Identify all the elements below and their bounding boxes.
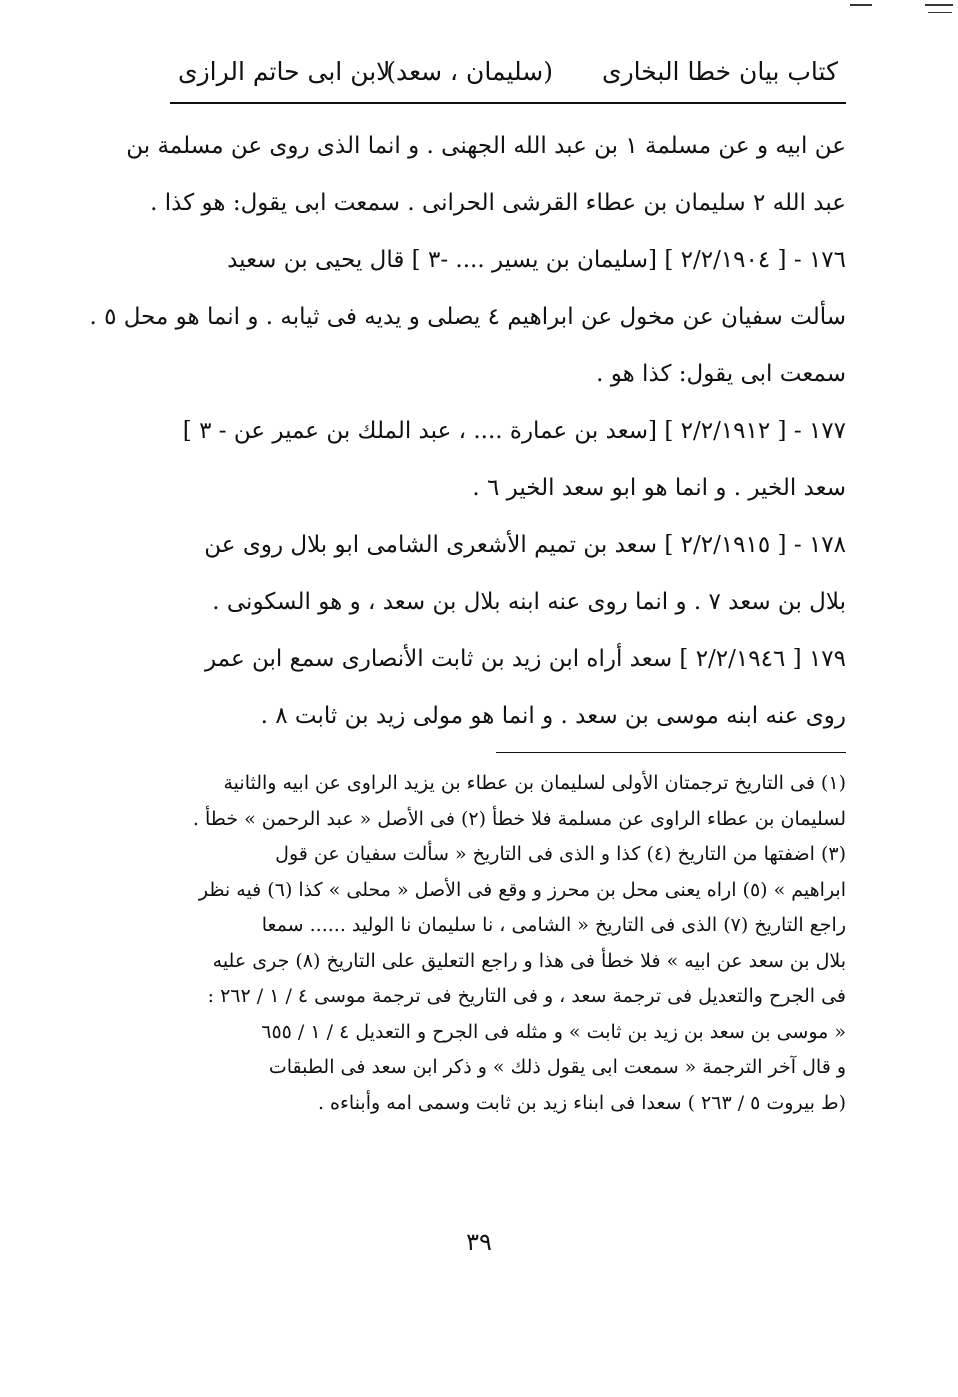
footnote-rule (496, 752, 846, 753)
footnote-line: بلال بن سعد عن ابيه » فلا خطأ فى هذا و راجع التعليق على التاريخ (٨) جرى عليه (212, 949, 846, 972)
footnote-line: فى الجرح والتعديل فى ترجمة سعد ، و فى التاريخ فى ترجمة موسى ٤ / ١ / ٢٦٢ : (207, 985, 846, 1007)
text-line: سألت سفيان عن مخول عن ابراهيم ٤ يصلى و يديه فى ثيابه . و انما هو محل ٥ . (89, 304, 846, 330)
text-line: سعد الخير . و انما هو ابو سعد الخير ٦ . (472, 475, 846, 501)
text-line: عبد الله ٢ سليمان بن عطاء القرشى الحرانى . سمعت ابى يقول: هو كذا . (150, 190, 846, 216)
entry-177-line: ١٧٧ - [ ٢/٢/١٩١٢ ] [سعد بن عمارة .... ، عبد الملك بن عمير عن - ٣ ] (182, 418, 846, 444)
entry-179-line: ١٧٩ [ ٢/٢/١٩٤٦ ] سعد أراه ابن زيد بن ثابت الأنصارى سمع ابن عمر (204, 646, 846, 672)
running-header (178, 46, 838, 98)
text-line: سمعت ابى يقول: كذا هو . (596, 361, 846, 387)
main-text (89, 118, 846, 745)
scan-mark (850, 4, 872, 6)
footnote-line: و قال آخر الترجمة « سمعت ابى يقول ذلك » و ذكر ابن سعد فى الطبقات (268, 1056, 846, 1078)
text-line: روى عنه ابنه موسى بن سعد . و انما هو مولى زيد بن ثابت ٨ . (260, 703, 846, 729)
footnote-line: ابراهيم » (٥) اراه يعنى محل بن محرز و وقع فى الأصل « محلى » كذا (٦) فيه نظر (198, 878, 846, 901)
footnote-line: راجع التاريخ (٧) الذى فى التاريخ « الشامى ، نا سليمان نا الوليد ...... سمعا (261, 914, 846, 936)
header-author: لابن ابى حاتم الرازى (178, 57, 391, 86)
footnotes (170, 766, 846, 1121)
footnote-line: لسليمان بن عطاء الراوى عن مسلمة فلا خطأ (٢) فى الأصل « عبد الرحمن » خطأ . (192, 807, 846, 830)
footnote-line: (٣) اضفتها من التاريخ (٤) كذا و الذى فى التاريخ « سألت سفيان عن قول (275, 843, 846, 865)
footnote-line: « موسى بن سعد بن زيد بن ثابت » و مثله فى الجرح و التعديل ٤ / ١ / ٦٥٥ (261, 1020, 846, 1043)
footnote-line: (ط بيروت ٥ / ٢٦٣ ) سعدا فى ابناء زيد بن ثابت وسمى امه وأبناءه . (317, 1091, 846, 1114)
scan-mark (925, 4, 953, 6)
scan-mark (928, 12, 952, 13)
entry-176-line: ١٧٦ - [ ٢/٢/١٩٠٤ ] [سليمان بن يسير .... -٣ ] قال يحيى بن سعيد (227, 247, 846, 273)
text-line: بلال بن سعد ٧ . و انما روى عنه ابنه بلال بن سعد ، و هو السكونى . (212, 589, 846, 615)
text-line: عن ابيه و عن مسلمة ١ بن عبد الله الجهنى . و انما الذى روى عن مسلمة بن (126, 133, 846, 159)
entry-178-line: ١٧٨ - [ ٢/٢/١٩١٥ ] سعد بن تميم الأشعرى الشامى ابو بلال روى عن (204, 532, 846, 558)
header-rule (170, 102, 846, 104)
header-book-title: كتاب بيان خطا البخارى (602, 57, 838, 86)
header-section-names: (سليمان ، سعد) (386, 57, 553, 86)
page-number: ٣٩ (466, 1228, 492, 1256)
footnote-line: (١) فى التاريخ ترجمتان الأولى لسليمان بن عطاء بن يزيد الراوى عن ابيه والثانية (223, 772, 846, 794)
